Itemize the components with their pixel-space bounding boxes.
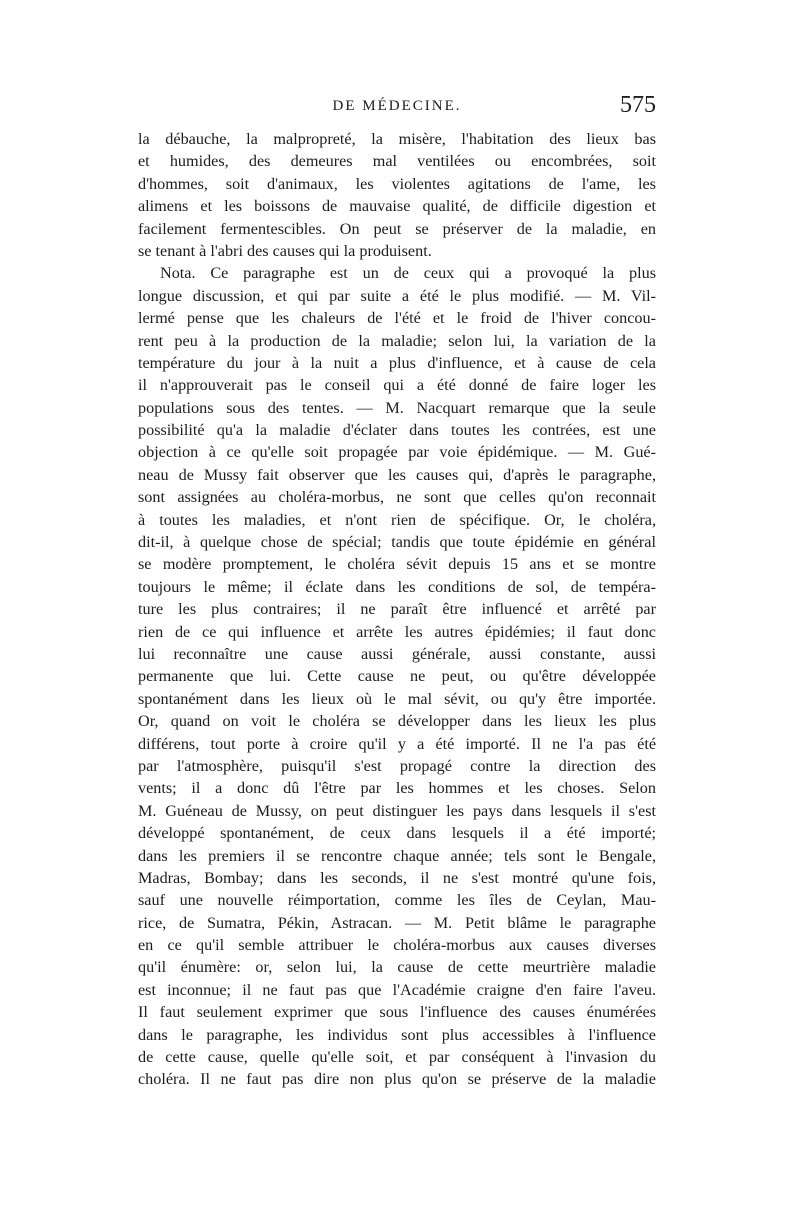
text-line: toujours le même; il éclate dans les conditions de sol, de tempéra- [138, 577, 656, 596]
text-line: permanente que lui. Cette cause ne peut, ou qu'être développée [138, 667, 656, 686]
text-line: vents; il a donc dû l'être par les hommes et les choses. Selon [138, 779, 656, 798]
running-title: DE MÉDECINE. [332, 98, 462, 114]
text-line: la débauche, la malpropreté, la misère, l'habitation des lieux bas [138, 130, 656, 148]
text-line: dans les premiers il se rencontre chaque année; tels sont le Bengale, [138, 846, 656, 865]
text-line: se modère promptement, le choléra sévit depuis 15 ans et se montre [138, 555, 656, 574]
text-line: rien de ce qui influence et arrête les autres épidémies; il faut donc [138, 622, 656, 641]
text-line: différens, tout porte à croire qu'il y a été importé. Il ne l'a pas été [138, 734, 656, 753]
nota-paragraph-start: Nota. Ce paragraphe est un de ceux qui a provoqué la plus [160, 264, 656, 283]
text-line: lermé pense que les chaleurs de l'été et le froid de l'hiver concou- [138, 309, 656, 328]
text-line: ture les plus contraires; il ne paraît être influencé et arrêté par [138, 600, 656, 619]
text-line: longue discussion, et qui par suite a été le plus modifié. — M. Vil- [138, 286, 656, 305]
text-line: rent peu à la production de la maladie; selon lui, la variation de la [138, 331, 656, 350]
text-line: lui reconnaître une cause aussi générale, aussi constante, aussi [138, 644, 656, 663]
text-line: objection à ce qu'elle soit propagée par voie épidémique. — M. Gué- [138, 443, 656, 462]
text-line: est inconnue; il ne faut pas que l'Académie craigne d'en faire l'aveu. [138, 980, 656, 999]
text-line: facilement fermentescibles. On peut se préserver de la maladie, en [138, 219, 656, 238]
body-text [138, 128, 656, 1091]
text-line: à toutes les maladies, et n'ont rien de spécifique. Or, le choléra, [138, 510, 656, 529]
text-line: qu'il énumère: or, selon lui, la cause de cette meurtrière maladie [138, 958, 656, 977]
text-line: possibilité qu'a la maladie d'éclater dans toutes les contrées, est une [138, 421, 656, 440]
text-line: alimens et les boissons de mauvaise qualité, de difficile digestion et [138, 197, 656, 216]
text-line: de cette cause, quelle qu'elle soit, et par conséquent à l'invasion du [138, 1048, 656, 1067]
text-line: par l'atmosphère, puisqu'il s'est propagé contre la direction des [138, 756, 656, 775]
text-line: se tenant à l'abri des causes qui la produisent. [138, 241, 432, 260]
text-line: sauf une nouvelle réimportation, comme les îles de Ceylan, Mau- [138, 891, 656, 910]
text-line: en ce qu'il semble attribuer le choléra-morbus aux causes diverses [138, 936, 656, 955]
text-line: sont assignées au choléra-morbus, ne sont que celles qu'on reconnait [138, 488, 656, 507]
page-number: 575 [620, 92, 656, 118]
text-line: choléra. Il ne faut pas dire non plus qu'on se préserve de la maladie [138, 1070, 656, 1089]
page-header [138, 92, 656, 128]
text-line: dans le paragraphe, les individus sont plus accessibles à l'influence [138, 1025, 656, 1044]
text-line: rice, de Sumatra, Pékin, Astracan. — M. Petit blâme le paragraphe [138, 913, 656, 932]
text-line: il n'approuverait pas le conseil qui a été donné de faire loger les [138, 376, 656, 395]
text-line: d'hommes, soit d'animaux, les violentes agitations de l'ame, les [138, 174, 656, 193]
text-line: neau de Mussy fait observer que les causes qui, d'après le paragraphe, [138, 465, 656, 484]
text-line: populations sous des tentes. — M. Nacquart remarque que la seule [138, 398, 656, 417]
text-line: Il faut seulement exprimer que sous l'influence des causes énumérées [138, 1003, 656, 1022]
text-line: et humides, des demeures mal ventilées ou encombrées, soit [138, 152, 656, 171]
text-line: Madras, Bombay; dans les seconds, il ne s'est montré qu'une fois, [138, 868, 656, 887]
text-line: développé spontanément, de ceux dans lesquels il a été importé; [138, 824, 656, 843]
text-line: spontanément dans les lieux où le mal sévit, ou qu'y être importée. [138, 689, 656, 708]
text-line: M. Guéneau de Mussy, on peut distinguer les pays dans lesquels il s'est [138, 801, 656, 820]
text-line: température du jour à la nuit a plus d'influence, et à cause de cela [138, 353, 656, 372]
text-line: dit-il, à quelque chose de spécial; tandis que toute épidémie en général [138, 533, 656, 552]
text-line: Or, quand on voit le choléra se développer dans les lieux les plus [138, 712, 656, 731]
